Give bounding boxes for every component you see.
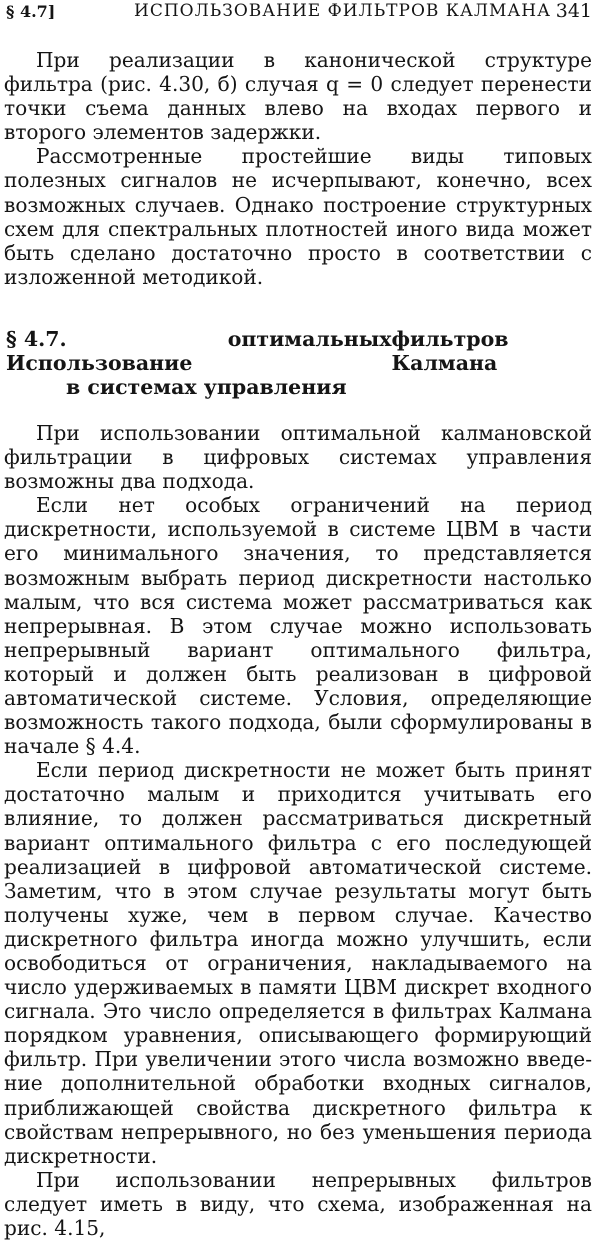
body-text — [4, 48, 592, 1240]
section-heading-part: фильтров Калмана — [391, 326, 509, 375]
paragraph: При использовании оптимальной калмановской фильтрации в цифровых системах управления возможны два подхода. — [4, 420, 592, 494]
page-number: 341 — [555, 0, 592, 22]
running-head-title: ИСПОЛЬЗОВАНИЕ ФИЛЬТРОВ КАЛМАНА — [134, 1, 551, 21]
section-heading-line-1 — [4, 327, 592, 375]
paragraph: При реализации в канонической структуре фильтра (рис. 4.30, б) случая q = 0 следует перенести точки съема данных влево на входах первого и второго элементов задержки. — [4, 48, 592, 145]
paragraph: Если нет особых ограничений на период дискретности, используемой в системе ЦВМ в части его минимального значения, то представляется возможным выбрать период дискретности настолько малым, что вся система может рассматриваться как непрерывная. В этом случае можно использовать непрерывный вариант оптимального фильтра, который и должен быть реализован в цифровой автоматической системе. Условия, определяющие возможность такого подхода, были сформулированы в начале § 4.4. — [4, 493, 592, 759]
paragraph: Если период дискретности не может быть принят достаточно малым и приходится учитывать его влияние, то должен рассматриваться дискретный вариант оптимального фильтра с его последующей реализацией в цифровой автоматической системе. Заметим, что в этом случае результаты могут быть получены хуже, чем в первом случае. Качество дискретного фильтра иногда можно улучшить, если освободиться от ограничения, накладываемого на число удерживаемых в памяти ЦВМ дискрет входного сигнала. Это число определяется в фильтрах Калмана порядком уравнения, описывающего формирующий фильтр. При увеличении этого числа возможно введение дополнительной обработки входных сигналов, приближающей свойства дискретного фильтра к свойствам непрерывного, но без уменьшения периода дискретности. — [4, 758, 592, 1168]
section-heading-line-2: в системах управления — [66, 374, 347, 399]
section-heading-part: оптимальных — [227, 326, 392, 351]
running-head-section: § 4.7] — [6, 2, 56, 21]
running-head — [4, 0, 592, 44]
paragraph: Рассмотренные простейшие виды типовых полезных сигналов не исчерпывают, конечно, всех возможных случаев. Однако построение структурных схем для спектральных плотностей иного вида может быть сделано достаточно просто в соответствии с изложенной методикой. — [4, 144, 592, 289]
paragraph: При использовании непрерывных фильтров следует иметь в виду, что схема, изображенная на рис. 4.15, — [4, 1167, 592, 1240]
section-heading — [4, 327, 592, 399]
section-heading-part: § 4.7. Использование — [6, 326, 193, 375]
